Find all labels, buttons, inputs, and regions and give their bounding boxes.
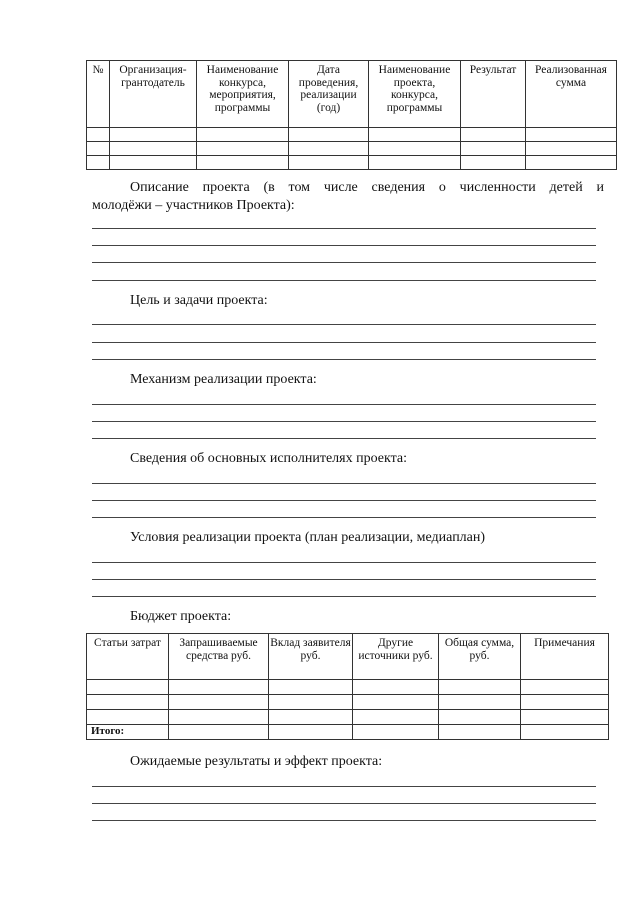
table-cell[interactable] xyxy=(439,710,521,725)
fill-line[interactable] xyxy=(92,245,596,246)
table-cell[interactable] xyxy=(369,142,461,156)
budget-header-cost-items: Статьи затрат xyxy=(87,634,169,680)
fill-line[interactable] xyxy=(92,596,596,597)
table-row xyxy=(87,710,609,725)
table-cell[interactable] xyxy=(169,710,269,725)
table-cell[interactable] xyxy=(197,142,289,156)
table-cell[interactable] xyxy=(269,725,353,740)
table-cell[interactable] xyxy=(169,680,269,695)
budget-table-header-row xyxy=(87,634,609,680)
table-cell[interactable] xyxy=(369,156,461,170)
grants-header-number: № xyxy=(87,61,110,128)
table-cell[interactable] xyxy=(439,725,521,740)
budget-header-requested: Запрашиваемые средства руб. xyxy=(169,634,269,680)
table-cell[interactable] xyxy=(353,710,439,725)
budget-header-applicant-contribution: Вклад заявителя руб. xyxy=(269,634,353,680)
budget-label: Бюджет проекта: xyxy=(130,609,232,624)
fill-line[interactable] xyxy=(92,404,596,405)
table-row xyxy=(87,680,609,695)
description-label-line1: Описание проекта (в том числе сведения о численности детей и xyxy=(130,180,604,195)
table-cell[interactable] xyxy=(353,695,439,710)
fill-line[interactable] xyxy=(92,786,596,787)
budget-header-other-sources: Другие источники руб. xyxy=(353,634,439,680)
table-row xyxy=(87,128,617,142)
grants-header-organization: Организация-грантодатель xyxy=(110,61,197,128)
grants-table-header-row xyxy=(87,61,617,128)
table-cell[interactable] xyxy=(439,680,521,695)
fill-line[interactable] xyxy=(92,803,596,804)
table-cell[interactable] xyxy=(269,695,353,710)
table-cell[interactable] xyxy=(87,695,169,710)
fill-line[interactable] xyxy=(92,562,596,563)
table-cell[interactable] xyxy=(526,142,617,156)
fill-line[interactable] xyxy=(92,359,596,360)
fill-line[interactable] xyxy=(92,483,596,484)
budget-total-label: Итого: xyxy=(87,725,169,740)
fill-line[interactable] xyxy=(92,820,596,821)
budget-total-row xyxy=(87,725,609,740)
grants-header-contest-name: Наименование конкурса, мероприятия, программы xyxy=(197,61,289,128)
description-label-line2: молодёжи – участников Проекта): xyxy=(92,198,295,213)
executors-label: Сведения об основных исполнителях проекта: xyxy=(130,451,407,466)
table-cell[interactable] xyxy=(110,142,197,156)
fill-line[interactable] xyxy=(92,421,596,422)
table-cell[interactable] xyxy=(289,128,369,142)
table-cell[interactable] xyxy=(87,156,110,170)
table-cell[interactable] xyxy=(289,142,369,156)
fill-line[interactable] xyxy=(92,324,596,325)
goals-label: Цель и задачи проекта: xyxy=(130,293,268,308)
mechanism-label: Механизм реализации проекта: xyxy=(130,372,317,387)
results-label: Ожидаемые результаты и эффект проекта: xyxy=(130,754,383,769)
table-cell[interactable] xyxy=(353,680,439,695)
budget-table xyxy=(86,633,609,740)
table-cell[interactable] xyxy=(461,142,526,156)
table-cell[interactable] xyxy=(521,710,609,725)
table-cell[interactable] xyxy=(197,156,289,170)
fill-line[interactable] xyxy=(92,262,596,263)
table-cell[interactable] xyxy=(526,128,617,142)
table-cell[interactable] xyxy=(269,680,353,695)
table-cell[interactable] xyxy=(87,142,110,156)
fill-line[interactable] xyxy=(92,342,596,343)
fill-line[interactable] xyxy=(92,280,596,281)
table-row xyxy=(87,142,617,156)
table-cell[interactable] xyxy=(110,128,197,142)
table-cell[interactable] xyxy=(521,680,609,695)
table-row xyxy=(87,695,609,710)
table-cell[interactable] xyxy=(197,128,289,142)
budget-header-total-sum: Общая сумма, руб. xyxy=(439,634,521,680)
grants-table xyxy=(86,60,617,170)
table-cell[interactable] xyxy=(353,725,439,740)
grants-header-date: Дата проведения, реализации (год) xyxy=(289,61,369,128)
grants-header-result: Результат xyxy=(461,61,526,128)
table-cell[interactable] xyxy=(87,128,110,142)
fill-line[interactable] xyxy=(92,500,596,501)
table-cell[interactable] xyxy=(521,725,609,740)
table-cell[interactable] xyxy=(521,695,609,710)
table-cell[interactable] xyxy=(87,680,169,695)
table-cell[interactable] xyxy=(169,695,269,710)
fill-line[interactable] xyxy=(92,579,596,580)
table-cell[interactable] xyxy=(526,156,617,170)
table-cell[interactable] xyxy=(369,128,461,142)
budget-header-notes: Примечания xyxy=(521,634,609,680)
table-cell[interactable] xyxy=(110,156,197,170)
table-cell[interactable] xyxy=(461,156,526,170)
table-cell[interactable] xyxy=(289,156,369,170)
table-cell[interactable] xyxy=(269,710,353,725)
table-cell[interactable] xyxy=(439,695,521,710)
table-cell[interactable] xyxy=(87,710,169,725)
table-row xyxy=(87,156,617,170)
fill-line[interactable] xyxy=(92,517,596,518)
grants-header-project-name: Наименование проекта, конкурса, программы xyxy=(369,61,461,128)
grants-header-amount: Реализованная сумма xyxy=(526,61,617,128)
fill-line[interactable] xyxy=(92,438,596,439)
table-cell[interactable] xyxy=(169,725,269,740)
fill-line[interactable] xyxy=(92,228,596,229)
table-cell[interactable] xyxy=(461,128,526,142)
conditions-label: Условия реализации проекта (план реализации, медиаплан) xyxy=(130,530,486,545)
